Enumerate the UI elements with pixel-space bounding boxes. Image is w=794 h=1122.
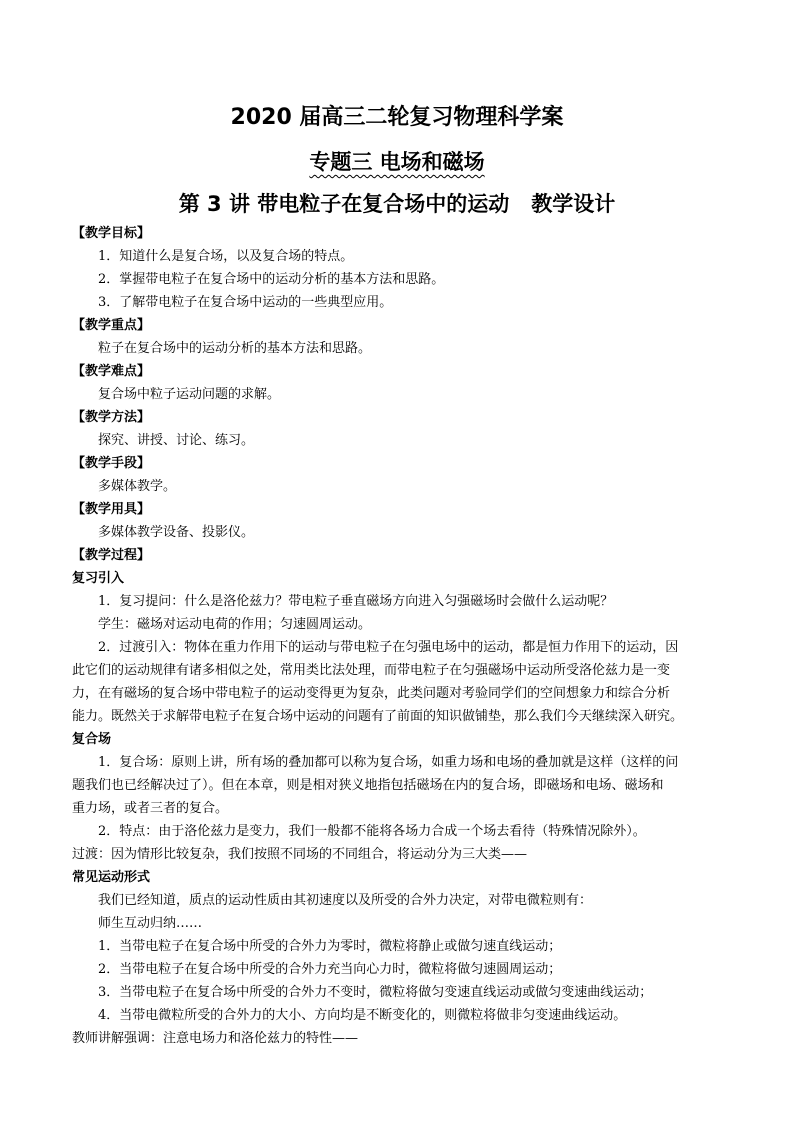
section-heading-tools: 【教学用具】 — [72, 502, 151, 517]
review-transition-line: 此它们的运动规律有诸多相似之处，常用类比法处理，而带电粒子在匀强磁场中运动所受洛伦兹力是一变 — [72, 663, 671, 678]
motion-intro: 我们已经知道，质点的运动性质由其初速度以及所受的合外力决定，对带电微粒则有： — [98, 893, 593, 908]
document-body — [72, 222, 724, 1050]
motion-item: 4．当带电微粒所受的合外力的大小、方向均是不断变化的，则微粒将做非匀变速曲线运动。 — [98, 1008, 627, 1023]
tools-text: 多媒体教学设备、投影仪。 — [98, 525, 255, 540]
motion-interaction: 师生互动归纳…… — [98, 916, 203, 931]
review-transition-line: 能力。既然关于求解带电粒子在复合场中运动的问题有了前面的知识做铺垫，那么我们今天继续深入研究。 — [72, 709, 684, 724]
document-title: 2020 届高三二轮复习物理科学案 — [230, 105, 564, 130]
section-heading-process: 【教学过程】 — [72, 548, 151, 563]
review-question: 1．复习提问：什么是洛伦兹力？带电粒子垂直磁场方向进入匀强磁场时会做什么运动呢？ — [98, 594, 614, 609]
compound-transition: 过渡：因为情形比较复杂，我们按照不同场的不同组合，将运动分为三大类—— — [72, 847, 528, 862]
review-student-answer: 学生：磁场对运动电荷的作用；匀速圆周运动。 — [98, 617, 372, 632]
goal-item: 3．了解带电粒子在复合场中运动的一些典型应用。 — [98, 295, 393, 310]
compound-definition-line: 1．复合场：原则上讲，所有场的叠加都可以称为复合场，如重力场和电场的叠加就是这样（这样的问 — [98, 755, 679, 770]
difficulties-text: 复合场中粒子运动问题的求解。 — [98, 387, 281, 402]
compound-definition-line: 重力场，或者三者的复合。 — [72, 801, 229, 816]
topic-title-text: 专题三 电场和磁场 — [309, 150, 485, 174]
motion-item: 2．当带电粒子在复合场中所受的合外力充当向心力时，微粒将做匀速圆周运动； — [98, 962, 562, 977]
lecture-title-main: 第 3 讲 带电粒子在复合场中的运动 — [178, 192, 510, 216]
subheading-motion-forms: 常见运动形式 — [72, 870, 151, 885]
topic-title — [0, 146, 794, 176]
goal-item: 2．掌握带电粒子在复合场中的运动分析的基本方法和思路。 — [98, 272, 445, 287]
review-transition-line: 2．过渡引入：物体在重力作用下的运动与带电粒子在匀强电场中的运动，都是恒力作用下的运动，因 — [98, 640, 679, 655]
compound-feature: 2．特点：由于洛伦兹力是变力，我们一般都不能将各场力合成一个场去看待（特殊情况除外）。 — [98, 824, 646, 839]
section-heading-difficulties: 【教学难点】 — [72, 364, 151, 379]
subheading-compound-field: 复合场 — [72, 732, 112, 747]
section-heading-means: 【教学手段】 — [72, 456, 151, 471]
section-heading-goals: 【教学目标】 — [72, 226, 151, 241]
lecture-title-suffix: 教学设计 — [531, 192, 616, 216]
methods-text: 探究、讲授、讨论、练习。 — [98, 433, 255, 448]
motion-item: 1．当带电粒子在复合场中所受的合外力为零时，微粒将静止或做匀速直线运动； — [98, 939, 562, 954]
section-heading-key-points: 【教学重点】 — [72, 318, 151, 333]
motion-item: 3．当带电粒子在复合场中所受的合外力不变时，微粒将做匀变速直线运动或做匀变速曲线运动； — [98, 985, 653, 1000]
compound-definition-line: 题我们也已经解决过了）。但在本章，则是相对狭义地指包括磁场在内的复合场，即磁场和电场、磁场和 — [72, 778, 664, 793]
lecture-title — [0, 188, 794, 218]
key-points-text: 粒子在复合场中的运动分析的基本方法和思路。 — [98, 341, 372, 356]
teacher-emphasis: 教师讲解强调：注意电场力和洛伦兹力的特性—— — [72, 1031, 359, 1046]
goal-item: 1．知道什么是复合场，以及复合场的特点。 — [98, 249, 354, 264]
means-text: 多媒体教学。 — [98, 479, 177, 494]
subheading-review: 复习引入 — [72, 571, 125, 586]
section-heading-methods: 【教学方法】 — [72, 410, 151, 425]
review-transition-line: 力，在有磁场的复合场中带电粒子的运动变得更为复杂，此类问题对考验同学们的空间想象力和综合分析 — [72, 686, 671, 701]
